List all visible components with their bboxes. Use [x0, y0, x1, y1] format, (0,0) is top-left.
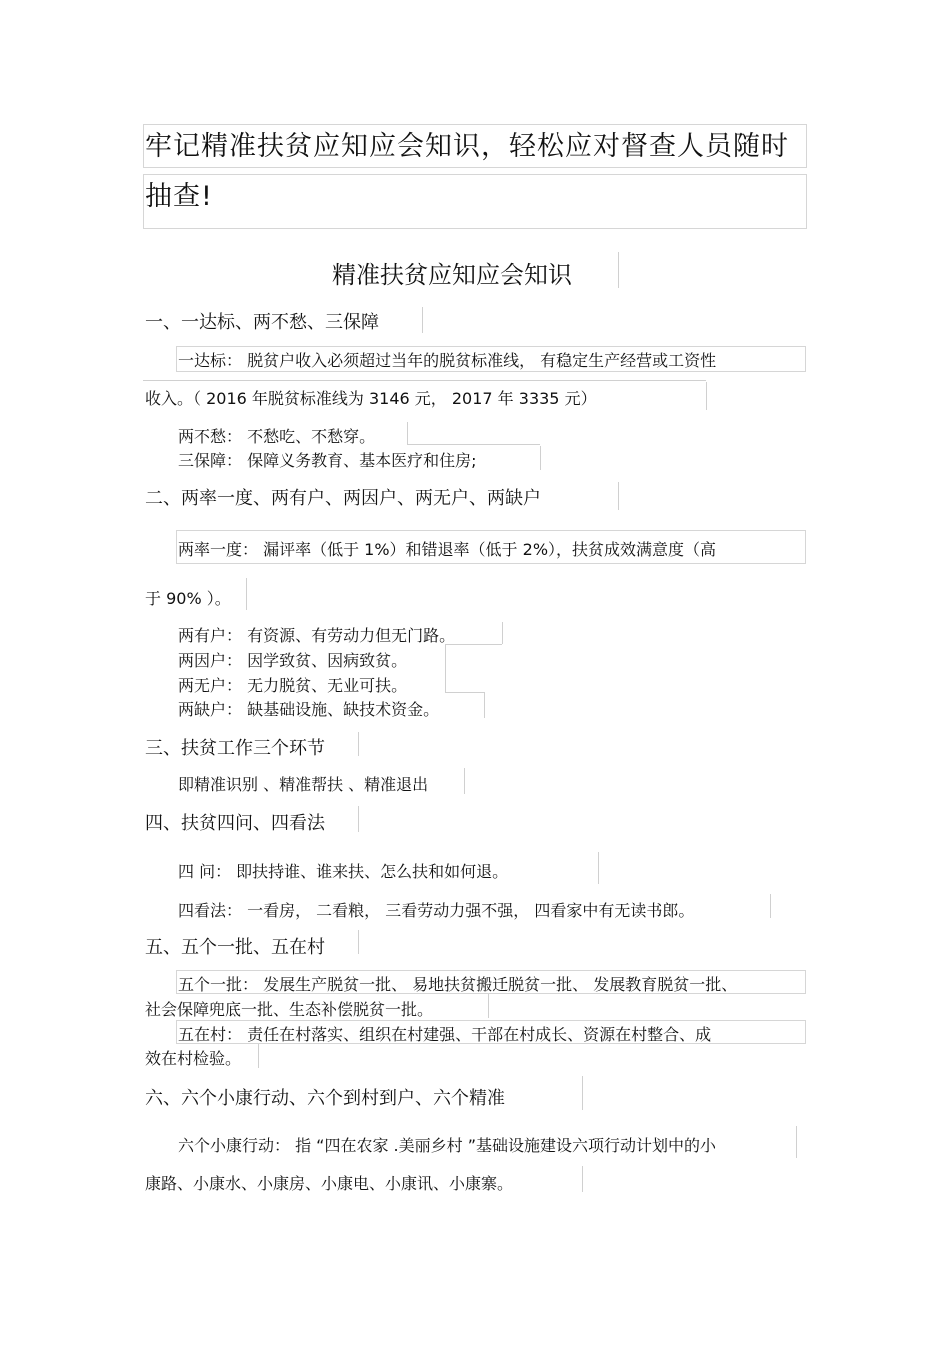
- paragraph-line: 社会保障兜底一批、生态补偿脱贫一批。: [145, 1000, 434, 1019]
- paragraph-line: 两无户： 无力脱贫、无业可扶。: [178, 676, 408, 695]
- paragraph-line: 四看法： 一看房， 二看粮， 三看劳动力强不强， 四看家中有无读书郎。: [178, 901, 695, 920]
- paragraph-line: 康路、小康水、小康房、小康电、小康讯、小康寨。: [145, 1174, 514, 1193]
- frame-line: [246, 578, 247, 610]
- paragraph-line: 四 问： 即扶持谁、谁来扶、怎么扶和如何退。: [178, 862, 509, 881]
- doc-subtitle: 精准扶贫应知应会知识: [332, 261, 572, 289]
- section-heading: 四、扶贫四问、四看法: [145, 813, 325, 834]
- frame-line: [618, 482, 619, 510]
- doc-title-line2: 抽查!: [145, 181, 213, 212]
- frame-line: [706, 382, 707, 410]
- frame-line: [143, 380, 706, 381]
- frame-line: [358, 732, 359, 756]
- frame-line: [445, 692, 485, 693]
- doc-title-line1: 牢记精准扶贫应知应会知识，轻松应对督查人员随时: [145, 131, 789, 162]
- frame-line: [488, 994, 489, 1018]
- paragraph-line: 两有户： 有资源、有劳动力但无门路。: [178, 626, 456, 645]
- section-heading: 二、两率一度、两有户、两因户、两无户、两缺户: [145, 488, 541, 509]
- paragraph-line: 两因户： 因学致贫、因病致贫。: [178, 651, 408, 670]
- frame-line: [770, 894, 771, 918]
- frame-line: [358, 806, 359, 832]
- frame-line: [464, 768, 465, 794]
- frame-line: [258, 1044, 259, 1068]
- paragraph-line: 于 90% ）。: [145, 589, 231, 608]
- frame-line: [540, 446, 541, 470]
- frame-line: [407, 422, 408, 444]
- frame-line: [407, 444, 540, 445]
- frame-line: [796, 1126, 797, 1158]
- paragraph-line: 即精准识别 、精准帮扶 、精准退出: [178, 775, 429, 794]
- frame-line: [484, 692, 485, 718]
- paragraph-line: 收入。（ 2016 年脱贫标准线为 3146 元， 2017 年 3335 元）: [145, 389, 597, 408]
- frame-line: [582, 1166, 583, 1192]
- section-heading: 一、一达标、两不愁、三保障: [145, 312, 379, 333]
- paragraph-line: 两率一度： 漏评率（低于 1%）和错退率（低于 2%），扶贫成效满意度（高: [178, 540, 717, 559]
- frame-line: [598, 852, 599, 884]
- section-heading: 三、扶贫工作三个环节: [145, 738, 325, 759]
- paragraph-line: 五在村： 责任在村落实、组织在村建强、干部在村成长、资源在村整合、成: [178, 1025, 712, 1044]
- frame-line: [358, 930, 359, 954]
- paragraph-line: 效在村检验。: [145, 1049, 242, 1068]
- frame-line: [618, 252, 619, 288]
- title-frame-2: [143, 174, 807, 229]
- paragraph-line: 五个一批： 发展生产脱贫一批、 易地扶贫搬迁脱贫一批、 发展教育脱贫一批、: [178, 975, 738, 994]
- section-heading: 六、六个小康行动、六个到村到户、六个精准: [145, 1088, 505, 1109]
- paragraph-line: 六个小康行动： 指 “四在农家 .美丽乡村 ”基础设施建设六项行动计划中的小: [178, 1136, 717, 1155]
- frame-line: [502, 622, 503, 644]
- paragraph-line: 一达标： 脱贫户收入必须超过当年的脱贫标准线， 有稳定生产经营或工资性: [178, 351, 717, 370]
- frame-line: [582, 1076, 583, 1110]
- paragraph-line: 两缺户： 缺基础设施、缺技术资金。: [178, 700, 440, 719]
- paragraph-line: 两不愁： 不愁吃、不愁穿。: [178, 427, 376, 446]
- frame-line: [445, 644, 446, 692]
- section-heading: 五、五个一批、五在村: [145, 937, 325, 958]
- frame-line: [422, 307, 423, 333]
- paragraph-line: 三保障： 保障义务教育、基本医疗和住房;: [178, 451, 477, 470]
